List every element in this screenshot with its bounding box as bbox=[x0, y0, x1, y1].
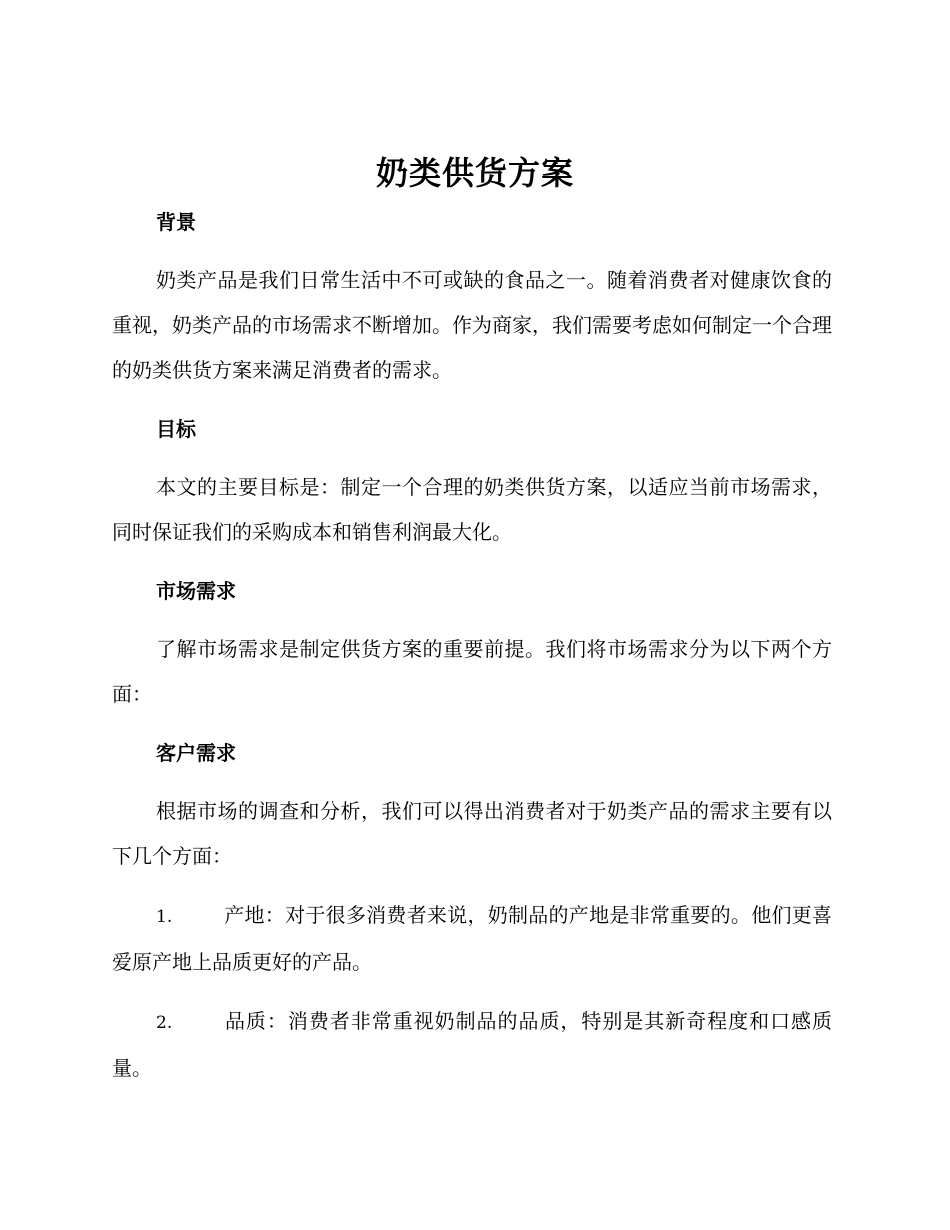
list-item bbox=[112, 893, 832, 985]
document-title: 奶类供货方案 bbox=[375, 154, 574, 192]
section-paragraph-market-demand: 了解市场需求是制定供货方案的重要前提。我们将市场需求分为以下两个方面： bbox=[112, 637, 832, 706]
section-paragraph-background: 奶类产品是我们日常生活中不可或缺的食品之一。随着消费者对健康饮食的重视，奶类产品的市场需求不断增加。作为商家，我们需要考虑如何制定一个合理的奶类供货方案来满足消费者的需求。 bbox=[112, 268, 832, 382]
section-heading-goal: 目标 bbox=[156, 417, 196, 441]
section-heading-background: 背景 bbox=[156, 210, 196, 234]
list-item-number: 2. bbox=[156, 1013, 173, 1033]
list-item-number: 1. bbox=[156, 907, 173, 927]
section-heading-market-demand: 市场需求 bbox=[156, 579, 236, 603]
list-item bbox=[112, 999, 832, 1091]
section-heading-customer-demand: 客户需求 bbox=[156, 741, 236, 765]
document-body bbox=[112, 200, 832, 1105]
section-paragraph-goal: 本文的主要目标是：制定一个合理的奶类供货方案，以适应当前市场需求，同时保证我们的采购成本和销售利润最大化。 bbox=[112, 475, 832, 544]
section-paragraph-customer-demand: 根据市场的调查和分析，我们可以得出消费者对于奶类产品的需求主要有以下几个方面： bbox=[112, 799, 832, 868]
list-item-text: 品质：消费者非常重视奶制品的品质，特别是其新奇程度和口感质量。 bbox=[112, 1009, 832, 1080]
list-item-text: 产地：对于很多消费者来说，奶制品的产地是非常重要的。他们更喜爱原产地上品质更好的产品。 bbox=[112, 903, 832, 974]
